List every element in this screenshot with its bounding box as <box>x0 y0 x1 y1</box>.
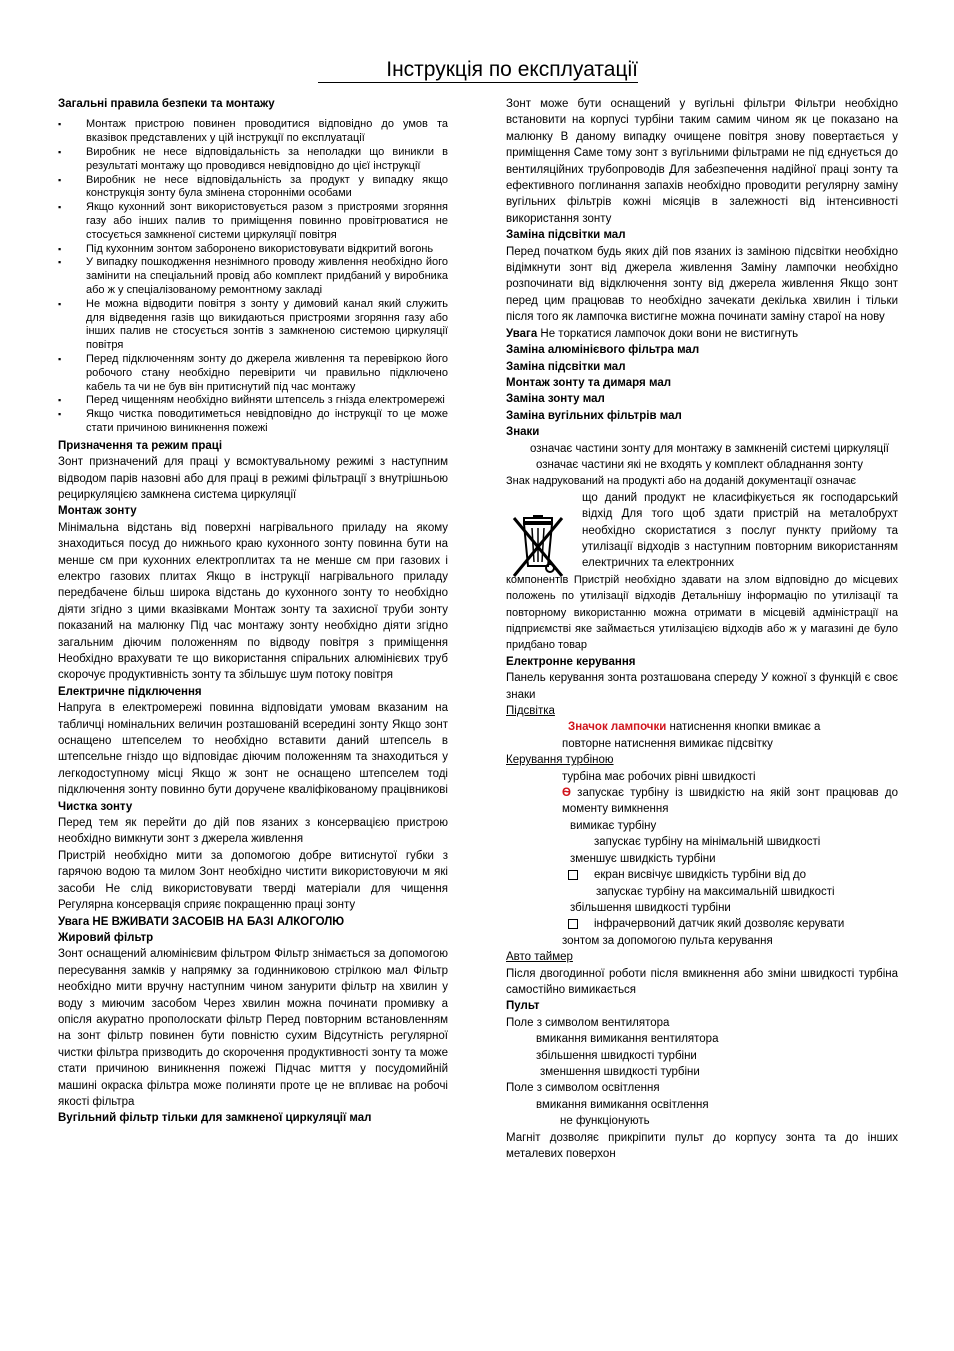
alcohol-warning: Увага НЕ ВЖИВАТИ ЗАСОБІВ НА БАЗІ АЛКОГОЛЮ <box>58 915 345 928</box>
heading-carbon-filter: Вугільний фільтр тільки для замкненої циркуляції мал <box>58 1112 372 1125</box>
safety-item: ▪ Під кухонним зонтом заборонено використовувати відкритий вогонь <box>58 243 448 257</box>
weee-block <box>506 490 898 572</box>
warning-text: Не торкатися лампочок доки вони не вистигнуть <box>537 327 799 340</box>
safety-item: ▪ Перед підключенням зонту до джерела живлення та перевіркою його робочого стану необхідно перевірити чи правильно підключено кабель та чи не був він притиснутий під час монтажу <box>58 353 448 394</box>
figure-ref-5: Заміна вугільних фільтрів мал <box>506 409 682 422</box>
remote-fan-field: Поле з символом вентилятора <box>506 1016 670 1029</box>
ir-icon <box>568 919 578 929</box>
turbine-increase: збільшення швидкості турбіни <box>570 901 731 914</box>
safety-item: ▪ Перед чищенням необхідно вийняти штепсель з гнізда електромережі <box>58 394 448 408</box>
section-timer: Авто таймер <box>506 951 573 964</box>
purpose-text: Зонт призначений для праці у всмоктувальному режимі з наступним відводом парів назовні або для праці в режимі фільтрації з внутрішньою рециркуляцією замкнена система циркуляції <box>58 456 448 501</box>
ir-sensor-2: зонтом за допомогою пульта керування <box>562 934 773 947</box>
safety-item: ▪ Якщо чистка поводитиметься невідповідно до інструкції то це може стати причиною виникнення пожежі <box>58 408 448 436</box>
heading-light-replace: Заміна підсвітки мал <box>506 229 626 242</box>
right-column <box>506 96 898 1162</box>
heading-electric: Електричне підключення <box>58 685 202 698</box>
sign-text-3: Знак надрукований на продукті або на доданій документації означає <box>506 475 857 488</box>
turbine-off: вимикає турбіну <box>570 819 657 832</box>
safety-item: ▪ Не можна відводити повітря з зонту у димовий канал який служить для відведення газів що викидаються пристроями згоряння газу або інших палив не стосується зонтів з замкненою системою циркуляції повітря <box>58 298 448 353</box>
heading-signs: Знаки <box>506 426 540 439</box>
turbine-display-text: екран висвічує швидкість турбіни від до <box>594 869 806 882</box>
safety-item: ▪ Монтаж пристрою повинен проводитися відповідно до умов та вказівок представлених у цій інструкції по експлуатації <box>58 118 448 146</box>
display-icon <box>568 870 578 880</box>
turbine-levels: турбіна має робочих рівні швидкості <box>562 770 756 783</box>
turbine-max: запускає турбіну на максимальній швидкості <box>596 885 835 898</box>
lamp-icon-label: Значок лампочки <box>568 721 667 734</box>
safety-item: ▪ Якщо кухонний зонт використовується разом з пристроями згоряння газу або інших палив то приміщення повинно провітрюватися не стосується замкненої системи циркуляції повітря <box>58 201 448 242</box>
lamp-line-1 <box>506 719 898 735</box>
turbine-display <box>506 867 898 883</box>
ir-sensor <box>506 916 898 932</box>
electronic-control-text: Панель керування зонта розташована спереду У кожної з функцій є своє знаки <box>506 672 898 701</box>
warning-label: Увага <box>506 327 538 340</box>
heading-electronic-control: Електронне керування <box>506 655 636 668</box>
figure-ref-2: Заміна підсвітки мал <box>506 360 626 373</box>
turbine-min: запускає турбіну на мінімальній швидкості <box>594 836 821 849</box>
section-light: Підсвітка <box>506 705 555 718</box>
grease-filter-text: Зонт оснащений алюмінієвим фільтром Фільтр знімається за допомогою пересування замків у напрямку за годинниковою стрілкою мал Фільтр необхідно мити вручну наступним чином занурити фільтр на хвилин у воду з миючим засобом Через хвилин можна починати промивку а опісля акуратно прополоскати фільтр Перед повторним встановленням на зонт фільтр повинен бути повністю сухим Відсутність регулярної чистки фільтра призводить до скорочення продуктивності зонту та може стати причиною виникнення пожежі Підчас миття у посудомийній машині окраска фільтра може полиняти проте це не впливає на робочі якості фільтра <box>58 948 448 1108</box>
heading-remote: Пульт <box>506 1000 540 1013</box>
heading-purpose: Призначення та режим праці <box>58 439 223 452</box>
light-warning <box>506 326 898 342</box>
power-icon: Ѳ <box>562 787 571 800</box>
remote-magnet: Магніт дозволяє прикріпити пульт до корпусу зонта та до інших металевих поверхон <box>506 1131 898 1160</box>
figure-ref-4: Заміна зонту мал <box>506 393 605 406</box>
carbon-filter-text: Зонт може бути оснащений у вугільні фільтри Фільтри необхідно встановити на корпусі турбіни таким самим чином як це показано на малюнку В даному випадку очищене повітря знову повертається у приміщення Саме тому зонт з вугільними фільтрами не під єднується до вентиляційних трубопроводів Для забезпечення надійної праці зонту та ефективного поглинання запахів необхідно проводити регулярну заміну вугільних фільтрів кожні місяців в залежності від інтенсивності використання зонту <box>506 98 898 225</box>
turbine-decrease: зменшує швидкість турбіни <box>570 852 716 865</box>
heading-mounting: Монтаж зонту <box>58 505 137 518</box>
electric-text: Напруга в електромережі повинна відповідати умовам вказаним на табличці номінальних величин розташованій всередині зонту Якщо зонт оснащено штепселем то необхідно вставити даний штепсель в штепсельне гніздо що відповідає діючим положенням та знаходиться у легкодоступному місці Якщо ж зонт не оснащено штепселем тоді підключення зонту повинно бути доручене кваліфікованому працівникові <box>58 702 448 797</box>
ir-sensor-text: інфрачервоний датчик який дозволяє керувати <box>594 918 845 931</box>
figure-ref-1: Заміна алюмінієвого фільтра мал <box>506 344 700 357</box>
figure-ref-3: Монтаж зонту та димаря мал <box>506 376 672 389</box>
left-column <box>58 96 448 1127</box>
weee-text-tail: компонентів Пристрій необхідно здавати на злом відповідно до місцевих положень по утилізації відходів Детальнішу інформацію по утилізації та повторному використанню можна отримати в місцевій адміністрації на підприємстві яке займається утилізацією відходів або ж у магазині де було придбано товар <box>506 573 898 652</box>
lamp-text-1: натиснення кнопки вмикає а <box>666 721 821 734</box>
heading-safety: Загальні правила безпеки та монтажу <box>58 98 275 110</box>
remote-light-field: Поле з символом освітлення <box>506 1082 660 1095</box>
weee-text: що даний продукт не класифікується як господарський відхід Для того щоб здати пристрій на металобрухт необхідно скористатися з послуг пункту прийому та утилізації відходів з наступним повторним використанням електричних та електронних <box>582 491 898 570</box>
heading-grease-filter: Жировий фільтр <box>58 931 154 944</box>
timer-text: Після двогодинної роботи після вмикнення або зміни швидкості турбіна самостійно вимикається <box>506 967 898 996</box>
cleaning-text-1: Перед тем як перейти до дій пов язаних з консервацією пристрою необхідно вимкнути зонт з джерела живлення <box>58 817 448 846</box>
remote-fan-toggle: вмикання вимикання вентилятора <box>536 1033 719 1046</box>
turbine-resume <box>506 785 898 818</box>
safety-item: ▪ У випадку пошкодження незнімного проводу живлення необхідно його замінити на спеціальний провід або комплект придбаний у виробника або ж у спеціалізованому ремонтному закладі <box>58 256 448 297</box>
heading-cleaning: Чистка зонту <box>58 800 133 813</box>
page-title: Інструкція по експлуатації <box>318 58 638 83</box>
light-replace-text: Перед початком будь яких дій пов язаних із заміною підсвітки необхідно відімкнути зонт від джерела живлення Заміну лампочки необхідно розпочинати від відключення зонту від джерела живлення Якщо зонт перед цим працював то необхідно зачекати декілька хвилин і тільки після того як лампочка вистигне можна починати заміну старої на нову <box>506 245 898 324</box>
remote-not-working: не функціонують <box>560 1115 650 1128</box>
remote-light-toggle: вмикання вимикання освітлення <box>536 1098 709 1111</box>
mounting-text: Мінімальна відстань від поверхні нагрівального приладу на якому знаходиться посуд до нижнього краю кухонного зонту повинна бути на менше см при кухонних електроплитах та не менше см при газових і електро газових плитах Якщо в інструкції нагрівального приладу передбачене більш широка відстань до кухонного зонту то необхідно діяти згідно з цими вказівками Монтаж зонту та захисної труби зонту показаний на малюнку Під час монтажу зонту необхідно діяти згідно загальним діючим положенням по відводу повітря з приміщення Необхідно врахувати те що використання спіральних алюмінієвих труб скорочує продуктивність зонту та збільшує шум потоку повітря <box>58 521 448 682</box>
lamp-line-2: повторне натиснення вимикає підсвітку <box>562 737 773 750</box>
turbine-resume-text: запускає турбіну із швидкістю на якій зонт працював до моменту вимкнення <box>562 787 898 816</box>
sign-text-1: означає частини зонту для монтажу в замкненій системі циркуляції <box>530 442 889 455</box>
cleaning-text-2: Пристрій необхідно мити за допомогою добре витиснутої губки з гарячою водою та милом Зонт необхідно чистити використовуючи м які засоби Не слід використовувати тверді матеріали для чищення Регулярна консервація сприяє покращенню праці зонту <box>58 849 448 912</box>
crossed-bin-icon <box>510 514 566 578</box>
safety-item: ▪ Виробник не несе відповідальність за неполадки що виникли в результаті монтажу що проводився невідповідно до цієї інструкції <box>58 146 448 174</box>
section-turbine: Керування турбіною <box>506 754 614 767</box>
safety-item: ▪ Виробник не несе відповідальність за продукт у випадку якщо конструкція зонту була змінена сторонніми особами <box>58 174 448 202</box>
remote-fan-down: зменшення швидкості турбіни <box>540 1065 700 1078</box>
sign-text-2: означає частини які не входять у комплект обладнання зонту <box>536 458 864 471</box>
safety-list <box>58 118 448 435</box>
remote-fan-up: збільшення швидкості турбіни <box>536 1049 697 1062</box>
